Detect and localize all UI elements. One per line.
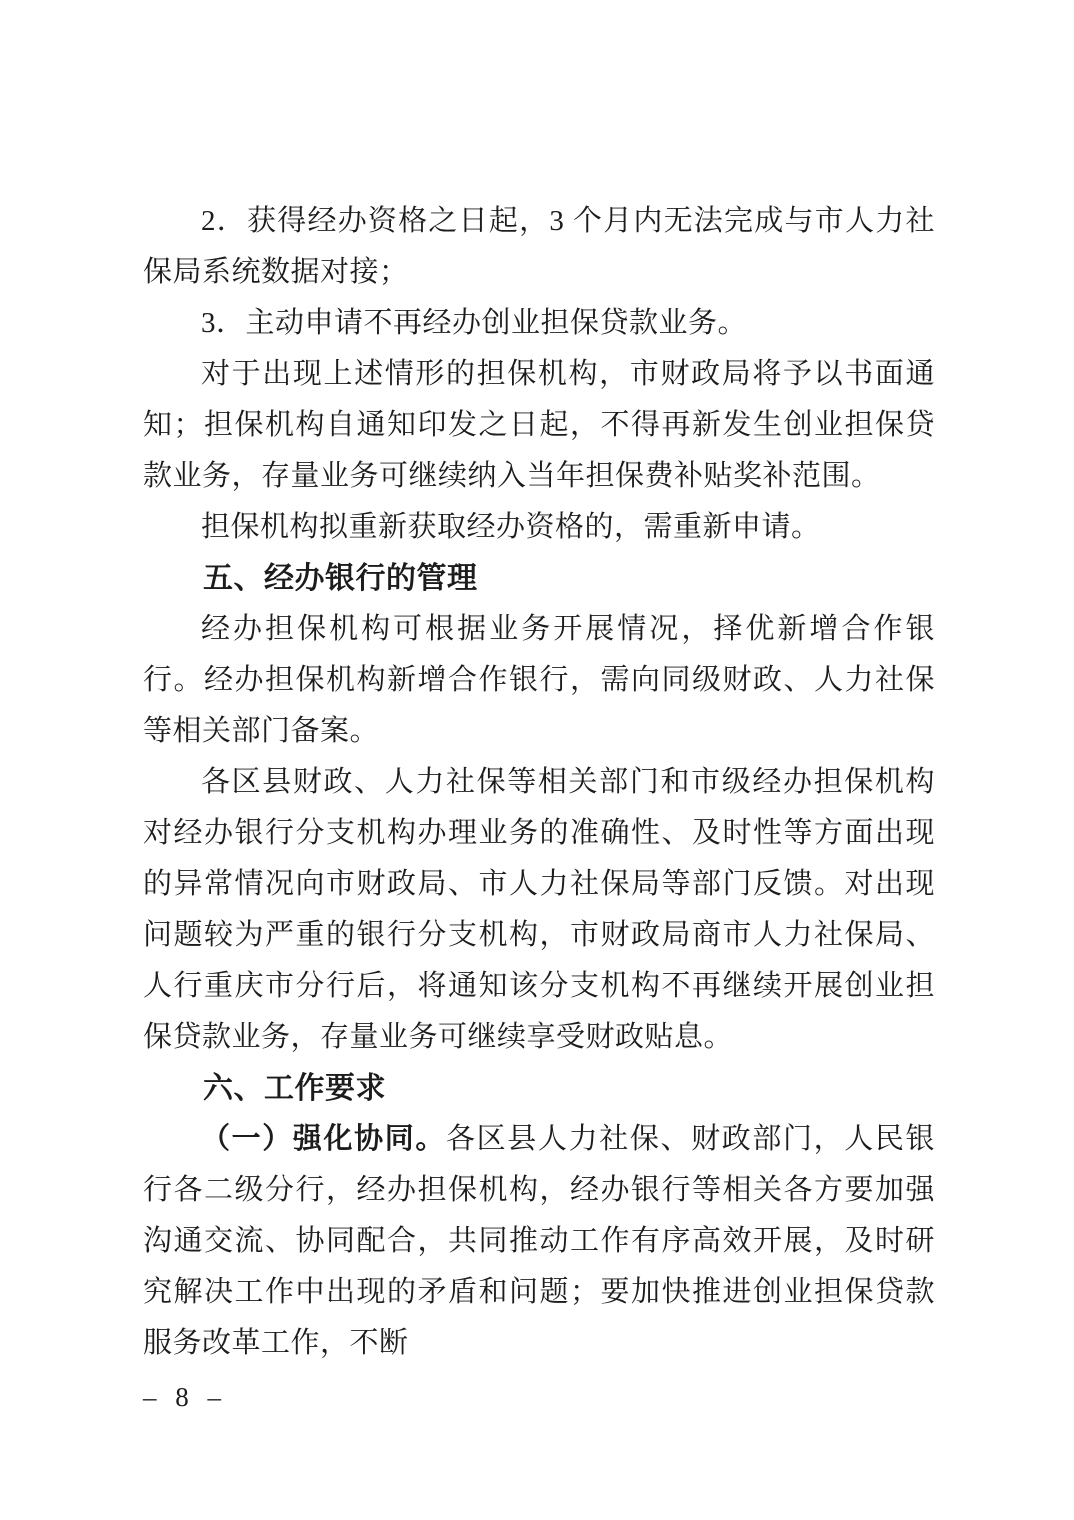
section-heading-six: 六、工作要求 <box>203 1072 386 1105</box>
paragraph-written-notice: 对于出现上述情形的担保机构，市财政局将予以书面通知；担保机构自通知印发之日起，不得再新发生创业担保贷款业务，存量业务可继续纳入当年担保费补贴奖补范围。 <box>143 358 935 492</box>
paragraph-cooperative-banks: 经办担保机构可根据业务开展情况，择优新增合作银行。经办担保机构新增合作银行，需向同级财政、人力社保等相关部门备案。 <box>143 613 935 747</box>
page-number: – 8 – <box>143 1382 227 1412</box>
paragraph-reapply: 担保机构拟重新获取经办资格的，需重新申请。 <box>201 511 821 543</box>
numbered-item-2: 2．获得经办资格之日起，3 个月内无法完成与市人力社保局系统数据对接； <box>143 205 935 288</box>
document-body <box>143 196 935 1369</box>
section-heading-five: 五、经办银行的管理 <box>203 562 478 595</box>
numbered-item-3: 3．主动申请不再经办创业担保贷款业务。 <box>201 307 748 339</box>
paragraph-strengthen-coordination <box>143 1114 935 1369</box>
paragraph-lead-label: （一）强化协同。 <box>201 1123 447 1155</box>
paragraph-lead-body: 各区县人力社保、财政部门，人民银行各二级分行，经办担保机构，经办银行等相关各方要加强沟通交流、协同配合，共同推动工作有序高效开展，及时研究解决工作中出现的矛盾和问题；要加快推进创业担保贷款服务改革工作，不断 <box>143 1123 935 1359</box>
paragraph-branch-feedback: 各区县财政、人力社保等相关部门和市级经办担保机构对经办银行分支机构办理业务的准确性、及时性等方面出现的异常情况向市财政局、市人力社保局等部门反馈。对出现问题较为严重的银行分支机构，市财政局商市人力社保局、人行重庆市分行后，将通知该分支机构不再继续开展创业担保贷款业务，存量业务可继续享受财政贴息。 <box>143 766 935 1053</box>
